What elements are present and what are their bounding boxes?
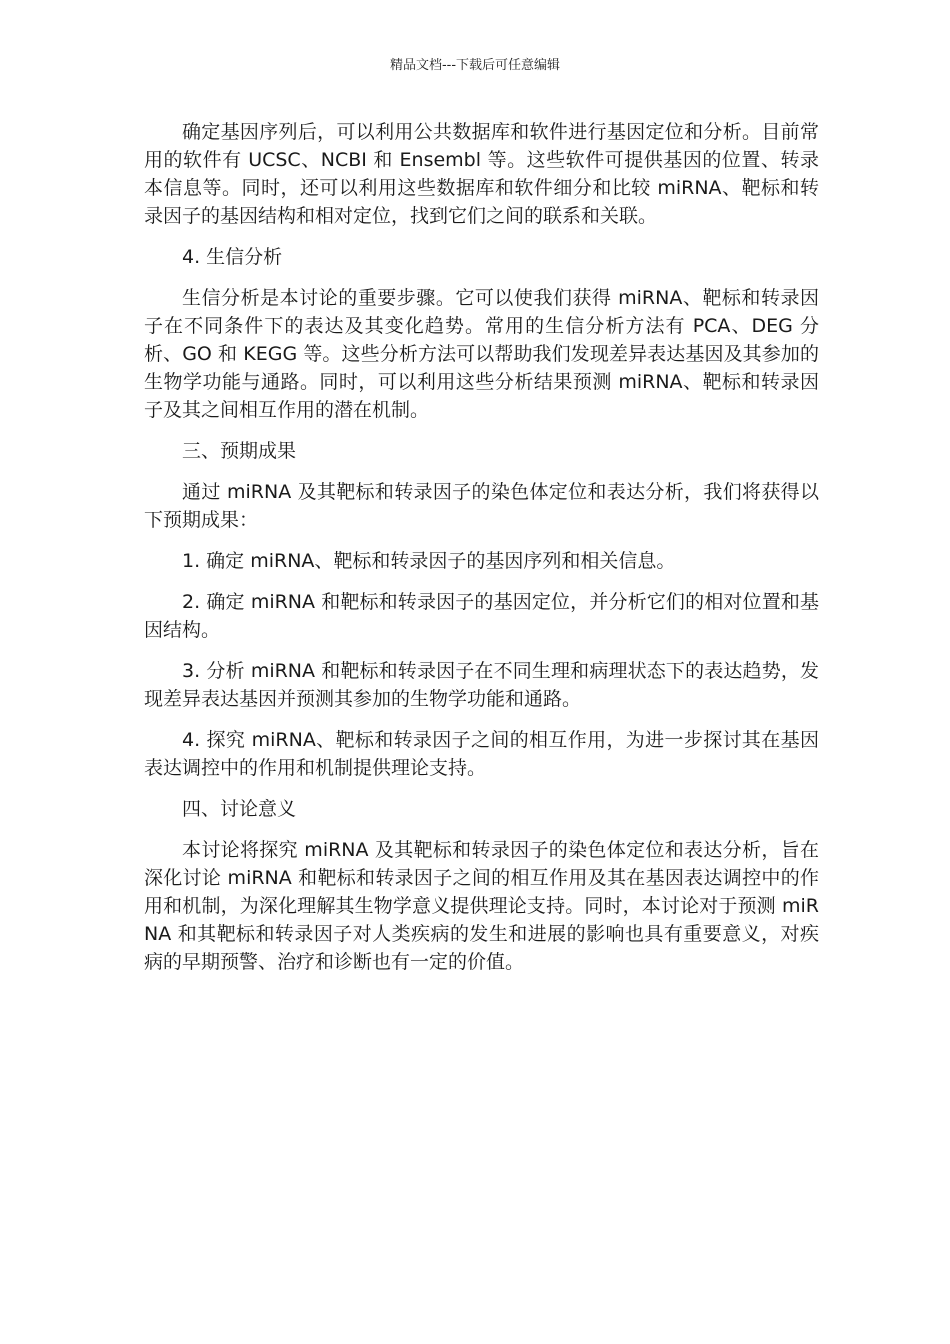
paragraph-expected-intro: 通过 miRNA 及其靶标和转录因子的染色体定位和表达分析，我们将获得以下预期成果： [144, 481, 819, 531]
section-heading-bioinformatics: 4. 生信分析 [182, 246, 283, 268]
paragraph-gene-localization: 确定基因序列后，可以利用公共数据库和软件进行基因定位和分析。目前常用的软件有 UCSC、NCBI 和 Ensembl 等。这些软件可提供基因的位置、转录本信息等。同时，还可以利用这些数据库和软件细分和比较 miRNA、靶标和转录因子的基因结构和相对定位，找到它们之间的联系和关联。 [144, 121, 819, 227]
document-body [144, 118, 819, 989]
list-item-result-2: 2. 确定 miRNA 和靶标和转录因子的基因定位，并分析它们的相对位置和基因结构。 [144, 591, 819, 641]
list-item-result-4: 4. 探究 miRNA、靶标和转录因子之间的相互作用，为进一步探讨其在基因表达调控中的作用和机制提供理论支持。 [144, 729, 819, 779]
paragraph-significance: 本讨论将探究 miRNA 及其靶标和转录因子的染色体定位和表达分析，旨在深化讨论 miRNA 和靶标和转录因子之间的相互作用及其在基因表达调控中的作用和机制，为深化理解其生物学意义提供理论支持。同时，本讨论对于预测 miRNA 和其靶标和转录因子对人类疾病的发生和进展的影响也具有重要意义，对疾病的早期预警、治疗和诊断也有一定的价值。 [144, 839, 819, 973]
list-item-result-3: 3. 分析 miRNA 和靶标和转录因子在不同生理和病理状态下的表达趋势，发现差异表达基因并预测其参加的生物学功能和通路。 [144, 660, 819, 710]
list-item-result-1: 1. 确定 miRNA、靶标和转录因子的基因序列和相关信息。 [182, 550, 676, 572]
page-header: 精品文档---下载后可任意编辑 [389, 58, 561, 73]
section-heading-expected-results: 三、预期成果 [182, 440, 297, 462]
paragraph-bioinformatics: 生信分析是本讨论的重要步骤。它可以使我们获得 miRNA、靶标和转录因子在不同条件下的表达及其变化趋势。常用的生信分析方法有 PCA、DEG 分析、GO 和 KEGG 等。这些分析方法可以帮助我们发现差异表达基因及其参加的生物学功能与通路。同时，可以利用这些分析结果预测 miRNA、靶标和转录因子及其之间相互作用的潜在机制。 [144, 287, 819, 421]
section-heading-significance: 四、讨论意义 [182, 798, 297, 820]
